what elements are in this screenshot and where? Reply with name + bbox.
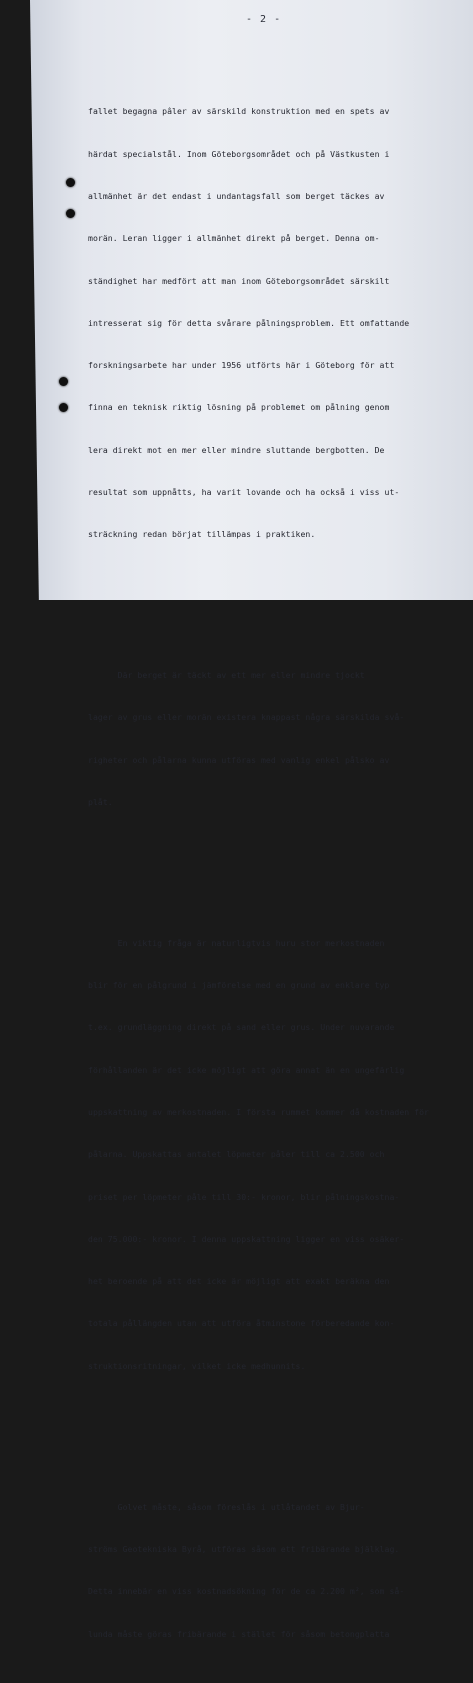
text-line: pålarna. Uppskattas antalet löpmeter påler till ca 2.500 och — [88, 1149, 385, 1160]
text-line: priset per löpmeter påle till 30:- kronor, blir pålningskostna- — [88, 1191, 400, 1202]
text-line: totala pållängden utan att utföra åtminstone förberedande kon- — [88, 1318, 395, 1329]
text-line: forskningsarbete har under 1956 utförts här i Göteborg för att — [88, 360, 395, 371]
paragraph-3 — [88, 908, 460, 1401]
text-line: resultat som uppnåtts, ha varit lovande och ha också i viss ut- — [88, 486, 400, 497]
text-line: Detta innebär en viss kostnadsökning för de ca 2.200 m², som så- — [88, 1586, 405, 1597]
punch-hole-3 — [59, 377, 68, 386]
paragraph-2 — [88, 640, 460, 837]
paragraph-gap — [88, 1429, 460, 1443]
text-line: finna en teknisk riktig lösning på problemet om pålning genom — [88, 402, 390, 413]
text-line: fallet begagna pâler av särskild konstruktion med en spets av — [88, 106, 390, 117]
text-line: ständighet har medfört att man inom Göteborgsområdet särskilt — [88, 275, 390, 286]
text-line: uppskattning av merkostnaden. I första rummet kommer då kostnaden för — [88, 1107, 429, 1118]
text-line: lunda måste göras fribärande i stället för såsom betongplatta — [88, 1628, 390, 1639]
text-line: plåt. — [88, 796, 113, 807]
text-line: allmänhet är det endast i undantagsfall som berget täckes av — [88, 190, 385, 201]
text-line: ströms Geotekniska Byrå, utföras såsom ett fribärande bjälklag. — [88, 1543, 400, 1554]
text-line: Golvet måste, såsom föreslås i utlåtandet av Bjur- — [88, 1501, 365, 1512]
page-number: - 2 - — [246, 14, 282, 25]
text-line: struktionsritningar, vilket icke medhunnits. — [88, 1360, 306, 1371]
text-line: blir för en pålgrund i jämförelse med en grund av enklare typ — [88, 980, 390, 991]
text-line: intresserat sig för detta svårare pålningsproblem. Ett omfattande — [88, 317, 410, 328]
text-line: righeter och pålarna kunna utföras med vanlig enkel pålsko av — [88, 754, 390, 765]
paragraph-1 — [88, 76, 460, 569]
text-line: lager av grus eller morän existera knappast några särskilda svå- — [88, 712, 405, 723]
text-line: härdat specialstål. Inom Göteborgsområdet och på Västkusten i — [88, 148, 390, 159]
paragraph-gap — [88, 598, 460, 612]
text-line: t.ex. grundläggning direkt på sand eller grus. Under nuvarande — [88, 1022, 395, 1033]
text-line: sträckning redan börjat tillämpas i praktiken. — [88, 529, 316, 540]
text-line: morän. Leran ligger i allmänhet direkt på berget. Denna om- — [88, 233, 380, 244]
punch-hole-1 — [66, 178, 75, 187]
text-line: Där berget är täckt av ett mer eller mindre tjockt — [88, 670, 365, 681]
text-line: En viktig fråga är naturligtvis huru stor merkostnaden — [88, 937, 385, 948]
paragraph-gap — [88, 865, 460, 879]
document-body — [88, 48, 460, 1683]
text-line: lera direkt mot en mer eller mindre sluttande bergbotten. De — [88, 444, 385, 455]
text-line: het beroende på att det icke är möjligt att exakt beräkna den — [88, 1276, 390, 1287]
text-line: den 75.000:- kronor. I denna uppskattning ligger en viss osäker- — [88, 1233, 405, 1244]
punch-hole-4 — [59, 403, 68, 412]
paragraph-4 — [88, 1471, 460, 1668]
punch-hole-2 — [66, 209, 75, 218]
text-line: förhållanden är det icke möjligt att göra annat än en ungefärlig — [88, 1064, 405, 1075]
